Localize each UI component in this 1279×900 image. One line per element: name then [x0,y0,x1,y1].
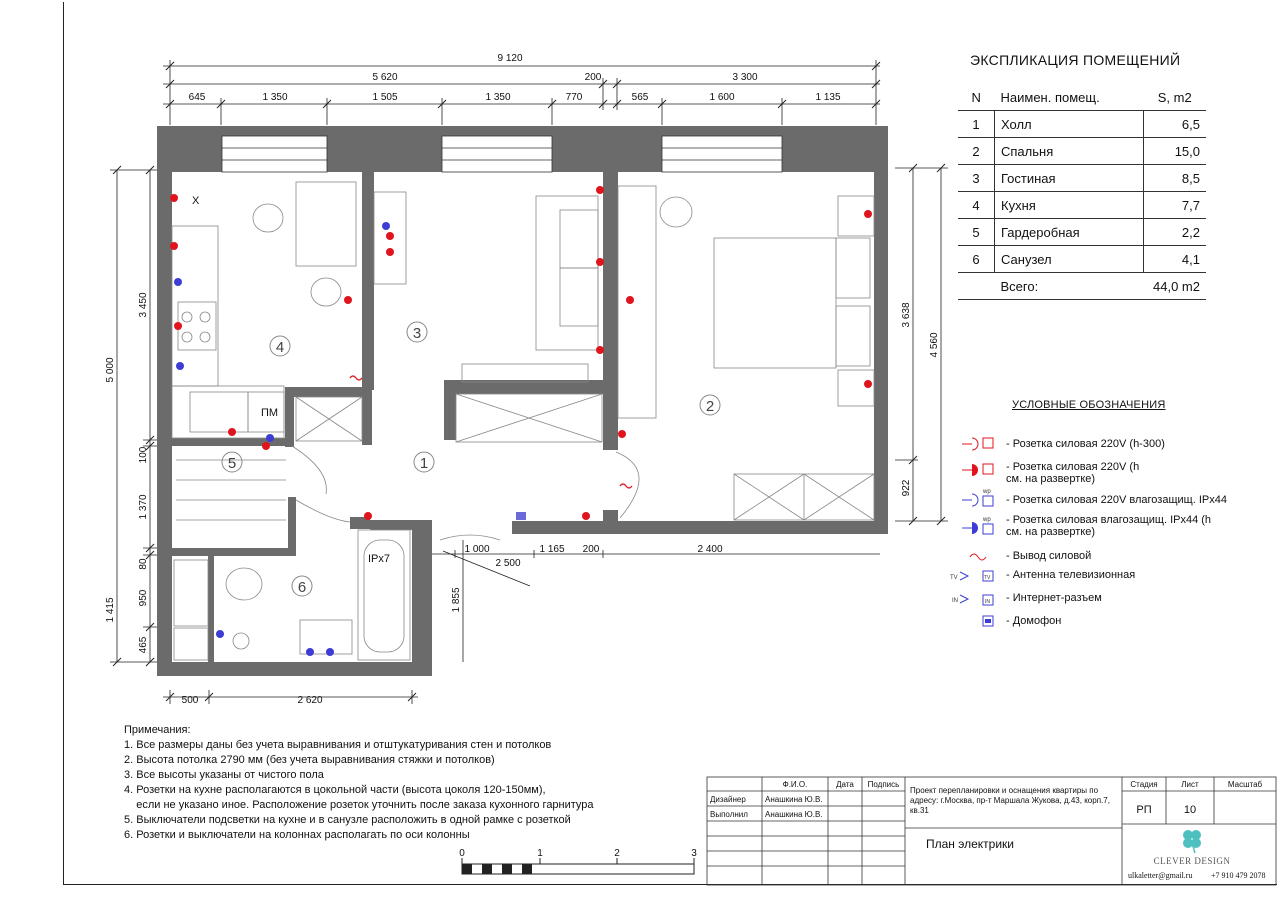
dim-right-part: 922 [901,479,912,497]
row-area: 15,0 [1144,138,1207,165]
clover-logo-icon [1177,825,1207,855]
scale-tick: 2 [614,848,620,859]
total-value: 44,0 m2 [1144,273,1207,300]
dim-left-part: 80 [138,558,149,570]
dim-inner: 2 400 [697,544,723,555]
room-number: 3 [412,325,422,342]
row-n: 6 [958,246,995,273]
stamp-project: Проект перепланировки и оснащения квартиры по адресу: г.Москва, пр-т Маршала Жукова, д.43, корп.7, кв.31 [910,786,1110,815]
dim-inner: 1 855 [451,587,462,613]
room-number: 2 [705,398,715,415]
note-line: если не указано иное. Расположение розеток уточнить после заказа кухонного гарнитура [124,799,594,811]
legend-item: - Розетка силовая влагозащищ. IPx44 (h см. на развертке) [1006,514,1212,538]
note-line: 2. Высота потолка 2790 мм (без учета выравнивания стяжки и потолков) [124,754,495,766]
row-area: 4,1 [1144,246,1207,273]
scale-tick: 1 [537,848,543,859]
dim-inner: 1 165 [539,544,565,555]
dim-top-part: 1 350 [485,92,511,103]
dim-right-total: 4 560 [929,332,940,358]
stamp-designer-role: Дизайнер [710,795,746,804]
row-n: 5 [958,219,995,246]
legend-item: - Домофон [1006,615,1062,627]
row-area: 8,5 [1144,165,1207,192]
note-line: 5. Выключатели подсветки на кухне и в санузле расположить в одной рамке с розеткой [124,814,571,826]
dim-top-part: 1 505 [372,92,398,103]
legend-item: - Интернет-разъем [1006,592,1102,604]
stamp-scale-label: Масштаб [1227,780,1263,789]
title-block [707,777,1276,885]
legend-symbol-tag: wp [983,489,991,495]
note-line: 4. Розетки на кухне располагаются в цокольной части (высота цоколя 120-150мм), [124,784,546,796]
drawing-title: План электрики [926,837,1015,851]
stamp-stage: РП [1136,804,1152,816]
dim-top-right: 3 300 [732,72,758,83]
row-name: Гостиная [995,165,1144,192]
dishwasher-label: ПМ [261,407,279,419]
legend-symbol-tag: IN [952,598,958,604]
legend-symbol-tag: IN [985,599,990,605]
row-name: Санузел [995,246,1144,273]
scale-tick: 0 [459,848,465,859]
room-number: 5 [227,455,237,472]
dim-left-outer: 1 415 [105,597,116,623]
room-number: 1 [419,455,429,472]
notes-title: Примечания: [124,724,191,736]
dim-top-total: 9 120 [497,53,523,64]
row-name: Спальня [995,138,1144,165]
row-n: 3 [958,165,995,192]
stamp-stage-label: Стадия [1130,780,1158,789]
row-area: 7,7 [1144,192,1207,219]
brand-email: ulkaletter@gmail.ru [1128,871,1193,880]
dim-left-part: 950 [138,589,149,607]
dim-inner: 200 [582,544,600,555]
col-name: Наимен. помещ. [995,84,1144,111]
stamp-sheet: 10 [1183,804,1197,816]
legend-item: - Антенна телевизионная [1006,569,1136,581]
dim-top-left: 5 620 [372,72,398,83]
stamp-sign: Подпись [867,780,900,789]
dim-top-part: 1 600 [709,92,735,103]
legend-item: - Розетка силовая 220V (h см. на развертке) [1006,461,1140,485]
row-name: Холл [995,111,1144,138]
row-n: 1 [958,111,995,138]
dim-left-total: 5 000 [105,357,116,383]
total-label: Всего: [995,273,1144,300]
legend-item: - Вывод силовой [1006,550,1092,562]
stamp-executor-name: Анашкина Ю.В. [765,810,823,819]
stamp-fio: Ф.И.О. [782,780,808,789]
col-area: S, m2 [1144,84,1207,111]
dim-inner: 1 000 [464,544,490,555]
legend-title: УСЛОВНЫЕ ОБОЗНАЧЕНИЯ [1012,399,1166,411]
stamp-designer-name: Анашкина Ю.В. [765,795,823,804]
stamp-date: Дата [836,780,854,789]
dim-top-part: 645 [188,92,206,103]
legend-item: - Розетка силовая 220V влагозащищ. IPx44 [1006,494,1227,506]
room-number: 6 [297,579,307,596]
col-n: N [958,84,995,111]
dim-top-part: 770 [565,92,583,103]
dim-left-part: 3 450 [138,292,149,318]
row-n: 2 [958,138,995,165]
dim-left-part: 100 [138,446,149,464]
dim-bottom-part: 500 [181,695,199,706]
note-line: 6. Розетки и выключатели на колоннах располагать по оси колонны [124,829,470,841]
row-area: 6,5 [1144,111,1207,138]
row-n: 4 [958,192,995,219]
stamp-executor-role: Выполнил [710,810,748,819]
legend-symbol-tag: wp [983,517,991,523]
dim-top-part: 1 350 [262,92,288,103]
row-name: Кухня [995,192,1144,219]
stamp-sheet-label: Лист [1181,780,1199,789]
row-name: Гардеробная [995,219,1144,246]
dim-right-part: 3 638 [901,302,912,328]
explication-title: ЭКСПЛИКАЦИЯ ПОМЕЩЕНИЙ [970,52,1181,68]
room-number: 4 [275,339,285,356]
scale-tick: 3 [691,848,697,859]
dim-left-part: 1 370 [138,494,149,520]
dim-bottom-part: 2 620 [297,695,323,706]
brand-phone: +7 910 479 2078 [1211,871,1266,880]
row-area: 2,2 [1144,219,1207,246]
legend-symbol-tag: TV [950,575,958,581]
dim-top-part: 1 135 [815,92,841,103]
dim-inner: 2 500 [495,558,521,569]
brand-name: CLEVER DESIGN [1153,856,1231,866]
fridge-label: X [192,195,200,207]
dim-top-part: 565 [631,92,649,103]
dim-left-part: 465 [138,636,149,654]
legend-item: - Розетка силовая 220V (h-300) [1006,438,1165,450]
dim-top-mid: 200 [584,72,602,83]
legend-symbol-tag: TV [984,575,991,581]
bath-outlet-label: IPx7 [368,553,391,565]
note-line: 3. Все высоты указаны от чистого пола [124,769,324,781]
note-line: 1. Все размеры даны без учета выравнивания и отштукатуривания стен и потолков [124,739,552,751]
